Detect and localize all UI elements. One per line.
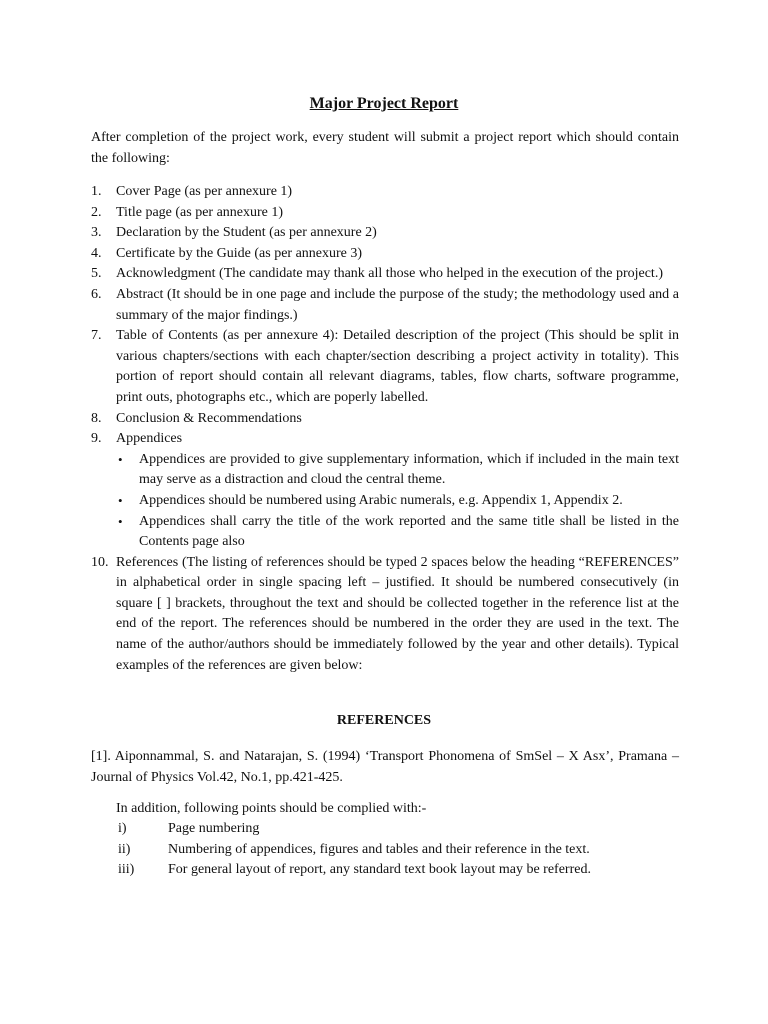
- bullet-text: Appendices shall carry the title of the work reported and the same title shall be listed in the Contents page also: [139, 513, 679, 550]
- list-item: [91, 223, 679, 244]
- point-item: [116, 840, 679, 861]
- appendices-bullet-list: [116, 450, 679, 553]
- list-item-text: Conclusion & Recommendations: [116, 410, 302, 426]
- compliance-points-list: [116, 819, 679, 881]
- list-item-number: 10.: [91, 554, 109, 570]
- list-item-text: Declaration by the Student (as per annexure 2): [116, 225, 377, 241]
- intro-paragraph: After completion of the project work, every student will submit a project report which should contain the following:: [91, 130, 679, 166]
- list-item-text: Title page (as per annexure 1): [116, 204, 284, 220]
- reference-entry: [1]. Aiponnammal, S. and Natarajan, S. (1994) ‘Transport Phonomena of SmSel – X Asx’, Pramana – Journal of Physics Vol.42, No.1, pp.421-425.: [91, 749, 679, 785]
- list-item-number: 3.: [91, 225, 102, 241]
- bullet-icon: •: [118, 513, 123, 529]
- list-item-text: References (The listing of references should be typed 2 spaces below the heading “REFERENCES” in alphabetical order in single spacing left – justified. It should be numbered consecutively (in square [ ] brackets, throughout the text and should be collected together in the reference list at the end of the report. The references should be numbered in the order they are used in the text. The name of the author/authors should be immediately followed by the year and other details). Typical examples of the references are given below:: [116, 554, 679, 673]
- point-text: Numbering of appendices, figures and tables and their reference in the text.: [168, 841, 590, 857]
- bullet-text: Appendices are provided to give supplementary information, which if included in the main text may serve as a distraction and cloud the central theme.: [139, 451, 679, 488]
- bullet-icon: •: [118, 451, 123, 467]
- list-item-text: Certificate by the Guide (as per annexure 3): [116, 245, 363, 261]
- bullet-item: [116, 450, 679, 491]
- list-item: [91, 326, 679, 408]
- list-item: [91, 244, 679, 265]
- point-number: iii): [118, 862, 135, 878]
- list-item-number: 5.: [91, 266, 102, 282]
- references-heading: REFERENCES: [336, 713, 432, 728]
- point-number: ii): [118, 841, 131, 857]
- point-item: [116, 819, 679, 840]
- list-item-text: Cover Page (as per annexure 1): [116, 184, 293, 199]
- list-item-text: Appendices: [116, 431, 183, 447]
- bullet-text: Appendices should be numbered using Arabic numerals, e.g. Appendix 1, Appendix 2.: [139, 492, 623, 508]
- point-item: [116, 860, 679, 881]
- list-item-number: 9.: [91, 431, 102, 447]
- list-item-text: Table of Contents (as per annexure 4): Detailed description of the project (This should be split in various chapters/sections with each chapter/section describing a project activity in totality). This portion of report should contain all relevant diagrams, tables, flow charts, software programme, print outs, photographs etc., which are poperly labelled.: [116, 328, 679, 405]
- bullet-item: [116, 491, 679, 512]
- list-item: [91, 182, 679, 203]
- list-item-number: 7.: [91, 328, 102, 344]
- document-title: Major Project Report: [309, 95, 459, 112]
- list-item-number: 1.: [91, 184, 102, 199]
- bullet-icon: •: [118, 492, 123, 508]
- bullet-item: [116, 512, 679, 553]
- list-item: [91, 553, 679, 677]
- addition-intro: In addition, following points should be complied with:-: [116, 801, 427, 816]
- list-item-number: 4.: [91, 245, 102, 261]
- contents-list: [91, 182, 679, 676]
- point-text: Page numbering: [168, 821, 260, 836]
- list-item: [91, 203, 679, 224]
- list-item-text: Acknowledgment (The candidate may thank all those who helped in the execution of the project.): [116, 266, 663, 282]
- list-item: [91, 264, 679, 285]
- list-item-number: 2.: [91, 204, 102, 220]
- point-text: For general layout of report, any standard text book layout may be referred.: [168, 862, 591, 878]
- list-item: [91, 285, 679, 326]
- list-item-text: Abstract (It should be in one page and include the purpose of the study; the methodology used and a summary of the major findings.): [116, 286, 679, 323]
- list-item-number: 6.: [91, 286, 102, 302]
- list-item: [91, 409, 679, 430]
- list-item: [91, 429, 679, 553]
- list-item-number: 8.: [91, 410, 102, 426]
- point-number: i): [118, 821, 127, 836]
